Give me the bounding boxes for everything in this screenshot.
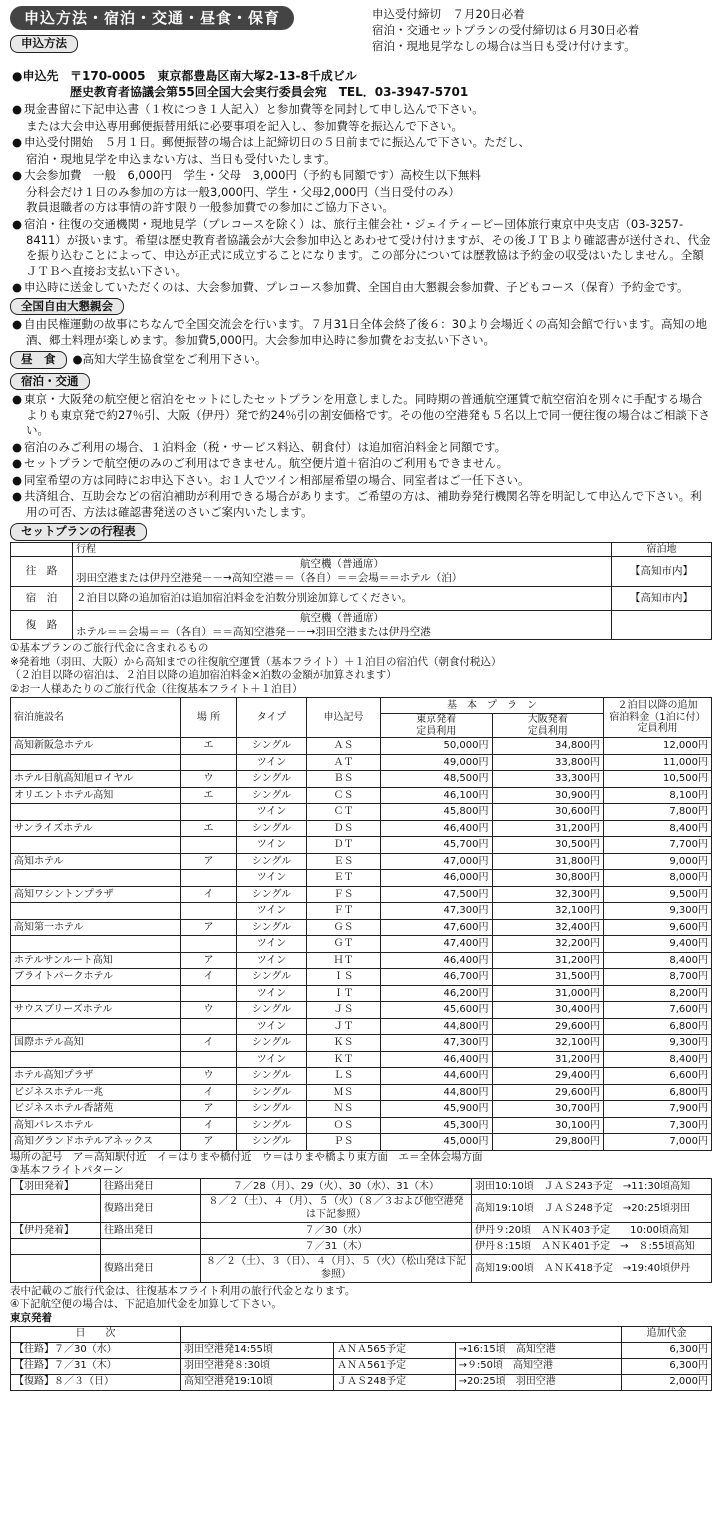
room-type: ツイン	[237, 804, 307, 821]
tokyo-price: 45,900円	[381, 1101, 493, 1118]
extra-night-price: 7,700円	[604, 837, 712, 854]
stay-bullet: ● 共済組合、互助会などの宿泊補助が利用できる場合があります。ご希望の方は、補助券発行機関名等を明記して申込んで下さい。利用の可否、方法は確認書発送のさいご案内いたします。	[10, 489, 712, 520]
apply-bullet: ● 申込時に送金していただくのは、大会参加費、プレコース参加費、全国自由大懇親会参加費、子どもコース（保育）予約金です。	[10, 280, 712, 296]
tokyo-price: 44,800円	[381, 1018, 493, 1035]
deadline-line: 宿泊・交通セットプランの受付締切は６月30日必着	[372, 23, 640, 38]
hotel-name: 高知新阪急ホテル	[11, 738, 181, 755]
apply-address	[10, 68, 712, 100]
hotel-name: 高知第一ホテル	[11, 919, 181, 936]
extra-night-price: 6,800円	[604, 1084, 712, 1101]
party-text: ● 自由民権運動の故事にちなんで全国交流会を行います。７月31日全体会終了後６：30より会場近くの高知会館で行います。高知の地酒、郷土料理が楽しめます。参加費5,000円。大会参加申込時に参加費をお支払い下さい。	[10, 317, 712, 348]
fare-departure: 羽田空港発14:55頃	[181, 1342, 334, 1358]
flight-direction: 往路出発日	[101, 1178, 201, 1194]
flight-direction: 復路出発日	[101, 1254, 201, 1282]
room-type: シングル	[237, 738, 307, 755]
hotel-name: オリエントホテル高知	[11, 787, 181, 804]
hotel-name: ビジネスホテル香諸苑	[11, 1101, 181, 1118]
flight-schedule: 羽田10:10頃 ＪＡＳ243予定 →11:30頃高知	[472, 1178, 712, 1194]
flight-origin	[11, 1194, 101, 1222]
hotel-name: 国際ホテル高知	[11, 1035, 181, 1052]
tokyo-price: 45,300円	[381, 1117, 493, 1134]
apply-bullet: ● 大会参加費 一般 6,000円 学生・父母 3,000円（予約も同額です）高校生以下無料	[10, 168, 712, 184]
room-type: シングル	[237, 853, 307, 870]
apply-subline: 宿泊・現地見学を申込まない方は、当日も受付いたします。	[26, 151, 336, 166]
room-type: シングル	[237, 1134, 307, 1151]
apply-code: ＣＳ	[307, 787, 381, 804]
room-type: ツイン	[237, 870, 307, 887]
osaka-price: 31,200円	[492, 952, 604, 969]
hotel-name	[11, 754, 181, 771]
tokyo-price: 46,400円	[381, 820, 493, 837]
table-row	[11, 1068, 712, 1085]
place-code: ウ	[181, 771, 237, 788]
itinerary-row: 宿 泊 ２泊目以降の追加宿泊は追加宿泊料金を泊数分別途加算してください。 【高知市内】	[11, 586, 712, 610]
table-row	[11, 1254, 712, 1282]
notes-1: ①基本プランのご旅行代金に含まれるもの ※発着地（羽田、大阪）から高知までの往復航空運賃（基本フライト）＋１泊目の宿泊代（朝食付税込） （２泊目以降の宿泊は、２泊目以降の追加宿泊料金×泊数の金額が加算されます） ②お一人様あたりのご旅行代金（往復基本フライト＋１泊目）	[10, 641, 502, 695]
extra-night-price: 9,300円	[604, 903, 712, 920]
deadline-line: 宿泊・現地見学なしの場合は当日も受け付けます。	[372, 39, 636, 54]
place-code: イ	[181, 1084, 237, 1101]
apply-code: ＪＳ	[307, 1002, 381, 1019]
room-type: シングル	[237, 1101, 307, 1118]
tokyo-price: 47,300円	[381, 1035, 493, 1052]
tokyo-price: 46,200円	[381, 985, 493, 1002]
section-lunch: 昼 食	[10, 351, 67, 369]
table-row	[11, 1194, 712, 1222]
table-row	[11, 738, 712, 755]
room-type: ツイン	[237, 936, 307, 953]
osaka-price: 32,200円	[492, 936, 604, 953]
osaka-price: 34,800円	[492, 738, 604, 755]
apply-bullet: ● 宿泊・往復の交通機関・現地見学（プレコースを除く）は、旅行主催会社・ジェイティービー団体旅行東京中央支店（03-3257-8411）が扱います。希望は歴史教育者協議会が大会参加申込とあわせて受け付けますが、その後ＪＴＢより確認書が送付され、代金を振り込むことによって、申込が正式に成立することになります。この部分については歴教協は予約金の収受はいたしません。全額ＪＴＢへ直接お支払い下さい。	[10, 217, 712, 279]
flight-schedule: 伊丹８:15頃 ＡＮＫ401予定 → ８:55頃高知	[472, 1238, 712, 1254]
flight-dates: ８／２（土）、３（日）、４（月）、５（火）（松山発は下記参照）	[201, 1254, 472, 1282]
extra-night-price: 6,600円	[604, 1068, 712, 1085]
table-row	[11, 1238, 712, 1254]
hotel-name	[11, 837, 181, 854]
place-code	[181, 804, 237, 821]
table-row	[11, 1134, 712, 1151]
tokyo-price: 47,600円	[381, 919, 493, 936]
extra-night-price: 7,000円	[604, 1134, 712, 1151]
table-row	[11, 1002, 712, 1019]
apply-code: ＧＴ	[307, 936, 381, 953]
apply-code: ＨＴ	[307, 952, 381, 969]
room-type: シングル	[237, 1117, 307, 1134]
apply-code: ＡＴ	[307, 754, 381, 771]
header	[10, 6, 712, 66]
itinerary-row: 往 路 航空機（普通席） 羽田空港または伊丹空港発－－→高知空港＝＝（各自）＝＝会場＝＝ホテル（泊） 【高知市内】	[11, 557, 712, 586]
flight-origin: 【羽田発着】	[11, 1178, 101, 1194]
table-row	[11, 1051, 712, 1068]
hotel-price-table: 宿泊施設名 場 所 タイプ 申込記号 基 本 プ ラ ン ２泊目以降の追加 宿泊料金（1泊に付） 定員利用 東京発着 定員利用 大阪発着 定員利用 高知新阪急ホテル エ シングル ＡＳ 50,000円 34,800円 12,000円 ツイン ＡＴ 49,000円 33,800円 11,000円 ホテル日航高知旭ロイヤル ウ シングル ＢＳ 48,500円 33,300円 10,500円 オリエントホテル高知 エ シングル ＣＳ 46,100円 30,900円 8,100円 ツイン ＣＴ 45,800円 30,600円 7,800円 サンライズホテル エ シングル ＤＳ 46,400円 31,200円 8,400円 ツイン ＤＴ 45,700円 30,500円 7,700円 高知ホテル ア シングル ＥＳ 47,000円 31,800円 9,000円 ツイン ＥＴ 46,000円 30,800円 8,000円 高知ワシントンプラザ イ シングル ＦＳ 47,500円 32,300円 9,500円 ツイン ＦＴ 47,300円 32,100円 9,300円 高知第一ホテル ア シングル ＧＳ 47,600円 32,400円 9,600円 ツイン ＧＴ 47,400円 32,200円 9,400円 ホテルサンルート高知 ア ツイン ＨＴ 46,400円 31,200円 8,400円 ブライトパークホテル イ シングル ＩＳ 46,700円 31,500円 8,700円 ツイン ＩＴ 46,200円 31,000円 8,200円 サウスブリーズホテル ウ シングル ＪＳ 45,600円 30,400円 7,600円 ツイン ＪＴ 44,800円 29,600円 6,800円 国際ホテル高知 イ シングル ＫＳ 47,300円 32,100円 9,300円 ツイン ＫＴ 46,400円 31,200円 8,400円 ホテル高知プラザ ウ シングル ＬＳ 44,600円 29,400円 6,600円 ビジネスホテル一兆 イ シングル ＭＳ 44,800円 29,600円 6,800円 ビジネスホテル香諸苑 ア シングル ＮＳ 45,900円 30,700円 7,900円 高知パレスホテル イ シングル ＯＳ 45,300円 30,100円 7,300円 高知グランドホテルアネックス ア シングル ＰＳ 45,000円 29,800円 7,000円	[10, 697, 712, 1151]
fare-flight: ＪＡＳ248予定	[334, 1374, 456, 1390]
hotel-name	[11, 870, 181, 887]
extra-night-price: 12,000円	[604, 738, 712, 755]
fare-arrival: →20:25頃 羽田空港	[455, 1374, 621, 1390]
apply-code: ＤＴ	[307, 837, 381, 854]
osaka-price: 32,100円	[492, 903, 604, 920]
room-type: シングル	[237, 969, 307, 986]
fare-date: 【復路】８／３（日）	[11, 1374, 181, 1390]
fare-flight: ＡＮＡ561予定	[334, 1358, 456, 1374]
table-row	[11, 754, 712, 771]
osaka-price: 32,400円	[492, 919, 604, 936]
osaka-price: 32,300円	[492, 886, 604, 903]
osaka-price: 33,800円	[492, 754, 604, 771]
flight-schedule: 高知19:10頃 ＪＡＳ248予定 →20:25頃羽田	[472, 1194, 712, 1222]
table-row	[11, 820, 712, 837]
place-code: エ	[181, 787, 237, 804]
apply-subline: 分科会だけ１日のみ参加の方は一般3,000円、学生・父母2,000円（当日受付のみ）	[26, 184, 460, 199]
flight-direction: 往路出発日	[101, 1222, 201, 1238]
place-code	[181, 1018, 237, 1035]
itinerary-header: 宿泊地	[612, 542, 712, 557]
hotel-name: 高知ホテル	[11, 853, 181, 870]
hotel-name: ビジネスホテル一兆	[11, 1084, 181, 1101]
hotel-name: 高知パレスホテル	[11, 1117, 181, 1134]
extra-night-price: 8,400円	[604, 1051, 712, 1068]
flight-dates: ７／30（水）	[201, 1222, 472, 1238]
hotel-name: 高知グランドホテルアネックス	[11, 1134, 181, 1151]
place-legend: 場所の記号 ア＝高知駅付近 イ＝はりまや橋付近 ウ＝はりまや橋より東方面 エ＝全体会場方面	[10, 1150, 483, 1163]
apply-code: ＧＳ	[307, 919, 381, 936]
deadline-line: 申込受付締切 ７月20日必着	[372, 7, 525, 21]
apply-code: ＡＳ	[307, 738, 381, 755]
tokyo-price: 48,500円	[381, 771, 493, 788]
osaka-price: 29,600円	[492, 1084, 604, 1101]
apply-bullet: ● 現金書留に下記申込書（１枚につき１人記入）と参加費等を同封して申し込んで下さい。	[10, 102, 712, 118]
tokyo-price: 46,000円	[381, 870, 493, 887]
extra-night-price: 9,500円	[604, 886, 712, 903]
apply-code: ＥＴ	[307, 870, 381, 887]
fare-price: 6,300円	[622, 1342, 712, 1358]
tokyo-price: 45,700円	[381, 837, 493, 854]
room-type: シングル	[237, 1068, 307, 1085]
room-type: シングル	[237, 919, 307, 936]
flight-dates: ８／２（土）、４（月）、５（火）（８／３および他空港発は下記参照）	[201, 1194, 472, 1222]
apply-code: ＦＴ	[307, 903, 381, 920]
table-row	[11, 1222, 712, 1238]
extra-night-price: 8,700円	[604, 969, 712, 986]
osaka-price: 31,200円	[492, 820, 604, 837]
additional-fare-table	[10, 1326, 712, 1391]
table-header: 宿泊施設名 場 所 タイプ 申込記号 基 本 プ ラ ン ２泊目以降の追加 宿泊料金（1泊に付） 定員利用	[11, 697, 712, 714]
tokyo-price: 45,600円	[381, 1002, 493, 1019]
fare-arrival: →９:50頃 高知空港	[455, 1358, 621, 1374]
stay-bullet: ● 宿泊のみご利用の場合、１泊料金（税・サービス料込、朝食付）は追加宿泊料金と同額です。	[10, 440, 712, 456]
tokyo-price: 46,400円	[381, 1051, 493, 1068]
apply-code: ＩＴ	[307, 985, 381, 1002]
place-code	[181, 1051, 237, 1068]
fare-date: 【往路】７／31（木）	[11, 1358, 181, 1374]
osaka-price: 31,800円	[492, 853, 604, 870]
apply-code: ＪＴ	[307, 1018, 381, 1035]
tokyo-price: 49,000円	[381, 754, 493, 771]
apply-code: ＫＳ	[307, 1035, 381, 1052]
extra-night-price: 7,800円	[604, 804, 712, 821]
fare-departure: 高知空港発19:10頃	[181, 1374, 334, 1390]
fare-flight: ＡＮＡ565予定	[334, 1342, 456, 1358]
place-code: イ	[181, 1035, 237, 1052]
extra-night-price: 8,400円	[604, 952, 712, 969]
apply-subline: または大会申込専用郵便振替用紙に必要事項を記入し、参加費等を振込んで下さい。	[26, 118, 463, 133]
deadline-block	[372, 6, 712, 54]
flight-dates: ７／31（木）	[201, 1238, 472, 1254]
table-row	[11, 1084, 712, 1101]
extra-night-price: 10,500円	[604, 771, 712, 788]
fare-departure: 羽田空港発８:30頃	[181, 1358, 334, 1374]
place-code	[181, 754, 237, 771]
itinerary-row: 復 路 航空機（普通席） ホテル＝＝会場＝＝（各自）＝＝高知空港発－－→羽田空港または伊丹空港	[11, 610, 712, 639]
room-type: ツイン	[237, 754, 307, 771]
apply-code: ＭＳ	[307, 1084, 381, 1101]
osaka-price: 30,400円	[492, 1002, 604, 1019]
extra-night-price: 7,900円	[604, 1101, 712, 1118]
room-type: シングル	[237, 820, 307, 837]
hotel-name: ホテルサンルート高知	[11, 952, 181, 969]
notes-2: 表中記載のご旅行代金は、往復基本フライト利用の旅行代金となります。 ④下記航空便の場合は、下記追加代金を加算して下さい。 東京発着	[10, 1284, 356, 1325]
extra-night-price: 8,200円	[604, 985, 712, 1002]
table-row	[11, 1178, 712, 1194]
osaka-price: 30,600円	[492, 804, 604, 821]
flight-origin	[11, 1254, 101, 1282]
apply-subline: 教員退職者の方は事情の許す限り一般参加費での参加にご協力下さい。	[26, 200, 394, 215]
flights-title: ③基本フライトパターン	[10, 1164, 124, 1177]
flight-direction: 復路出発日	[101, 1194, 201, 1222]
tokyo-price: 46,400円	[381, 952, 493, 969]
extra-night-price: 9,600円	[604, 919, 712, 936]
table-row	[11, 903, 712, 920]
flight-origin: 【伊丹発着】	[11, 1222, 101, 1238]
tokyo-price: 47,500円	[381, 886, 493, 903]
stay-bullet: ● 東京・大阪発の航空便と宿泊をセットにしたセットプランを用意しました。同時期の普通航空運賃で航空宿泊を別々に手配する場合よりも東京発で約27％引、大阪（伊丹）発で約24％引の割安価格です。その他の空港発も５名以上で同一便往復の場合はご相談下さい。	[10, 392, 712, 439]
extra-night-price: 8,000円	[604, 870, 712, 887]
osaka-price: 29,800円	[492, 1134, 604, 1151]
table-row	[11, 787, 712, 804]
room-type: シングル	[237, 771, 307, 788]
apply-code: ＬＳ	[307, 1068, 381, 1085]
osaka-price: 30,800円	[492, 870, 604, 887]
address-line: 歴史教育者協議会第55回全国大会実行委員会宛 TEL．03-3947-5701	[70, 85, 469, 100]
place-code	[181, 985, 237, 1002]
place-code: ア	[181, 919, 237, 936]
osaka-price: 30,500円	[492, 837, 604, 854]
apply-code: ＮＳ	[307, 1101, 381, 1118]
osaka-price: 30,900円	[492, 787, 604, 804]
extra-night-price: 7,600円	[604, 1002, 712, 1019]
apply-code: ＤＳ	[307, 820, 381, 837]
flight-schedule: 伊丹９:20頃 ＡＮＫ403予定 10:00頃高知	[472, 1222, 712, 1238]
apply-label: ●申込先	[12, 69, 59, 83]
place-code: エ	[181, 820, 237, 837]
extra-night-price: 9,300円	[604, 1035, 712, 1052]
table-header: 日 次 追加代金	[11, 1326, 712, 1342]
fare-date: 【往路】７／30（水）	[11, 1342, 181, 1358]
apply-code: ＦＳ	[307, 886, 381, 903]
osaka-price: 31,000円	[492, 985, 604, 1002]
place-code: イ	[181, 969, 237, 986]
place-code: エ	[181, 738, 237, 755]
table-row	[11, 1342, 712, 1358]
page-title: 申込方法・宿泊・交通・昼食・保育	[10, 6, 294, 30]
stay-bullet: ● 同室希望の方は同時にお申込下さい。お１人でツイン相部屋希望の場合、同室者はご一任下さい。	[10, 473, 712, 489]
osaka-price: 30,100円	[492, 1117, 604, 1134]
place-code: ア	[181, 1134, 237, 1151]
lunch-text: ●高知大学生協食堂をご利用下さい。	[72, 352, 267, 367]
room-type: シングル	[237, 1084, 307, 1101]
room-type: シングル	[237, 886, 307, 903]
place-code: ア	[181, 952, 237, 969]
room-type: ツイン	[237, 1051, 307, 1068]
table-row	[11, 1374, 712, 1390]
hotel-name: ホテル日航高知旭ロイヤル	[11, 771, 181, 788]
room-type: ツイン	[237, 985, 307, 1002]
apply-code: ＫＴ	[307, 1051, 381, 1068]
osaka-price: 31,200円	[492, 1051, 604, 1068]
place-code	[181, 870, 237, 887]
place-code	[181, 936, 237, 953]
apply-code: ＯＳ	[307, 1117, 381, 1134]
extra-night-price: 11,000円	[604, 754, 712, 771]
table-row	[11, 985, 712, 1002]
hotel-name	[11, 903, 181, 920]
tokyo-price: 47,400円	[381, 936, 493, 953]
extra-night-price: 7,300円	[604, 1117, 712, 1134]
hotel-name: 高知ワシントンプラザ	[11, 886, 181, 903]
flight-origin	[11, 1238, 101, 1254]
apply-bullet: ● 申込受付開始 ５月１日。郵便振替の場合は上記締切日の５日前までに振込んで下さい。ただし、	[10, 135, 712, 151]
tokyo-price: 46,700円	[381, 969, 493, 986]
osaka-price: 29,400円	[492, 1068, 604, 1085]
place-code: ウ	[181, 1002, 237, 1019]
table-row	[11, 1018, 712, 1035]
hotel-name	[11, 1051, 181, 1068]
apply-code: ＥＳ	[307, 853, 381, 870]
extra-night-price: 8,100円	[604, 787, 712, 804]
extra-night-price: 9,400円	[604, 936, 712, 953]
table-row	[11, 952, 712, 969]
apply-code: ＢＳ	[307, 771, 381, 788]
table-row	[11, 1117, 712, 1134]
table-row	[11, 969, 712, 986]
table-row	[11, 886, 712, 903]
osaka-price: 29,600円	[492, 1018, 604, 1035]
table-row	[11, 837, 712, 854]
room-type: ツイン	[237, 952, 307, 969]
extra-night-price: 8,400円	[604, 820, 712, 837]
table-row	[11, 771, 712, 788]
tokyo-price: 45,800円	[381, 804, 493, 821]
itinerary-table	[10, 542, 712, 640]
place-code: イ	[181, 1117, 237, 1134]
table-row	[11, 936, 712, 953]
table-row	[11, 853, 712, 870]
osaka-price: 32,100円	[492, 1035, 604, 1052]
room-type: シングル	[237, 787, 307, 804]
hotel-name	[11, 1018, 181, 1035]
extra-night-price: 6,800円	[604, 1018, 712, 1035]
tokyo-price: 50,000円	[381, 738, 493, 755]
tokyo-price: 47,300円	[381, 903, 493, 920]
fare-price: 6,300円	[622, 1358, 712, 1374]
flight-direction	[101, 1238, 201, 1254]
section-party: 全国自由大懇親会	[10, 298, 124, 316]
fare-price: 2,000円	[622, 1374, 712, 1390]
flight-dates: ７／28（月）、29（火）、30（水）、31（木）	[201, 1178, 472, 1194]
place-code	[181, 837, 237, 854]
tokyo-price: 45,000円	[381, 1134, 493, 1151]
table-row	[11, 919, 712, 936]
osaka-price: 30,700円	[492, 1101, 604, 1118]
room-type: シングル	[237, 1002, 307, 1019]
room-type: シングル	[237, 1035, 307, 1052]
hotel-name	[11, 936, 181, 953]
table-row	[11, 870, 712, 887]
room-type: ツイン	[237, 1018, 307, 1035]
table-row	[11, 1035, 712, 1052]
stay-bullet: ● セットプランで航空便のみのご利用はできません。航空便片道＋宿泊のご利用もできません。	[10, 456, 712, 472]
fare-arrival: →16:15頃 高知空港	[455, 1342, 621, 1358]
hotel-name	[11, 985, 181, 1002]
hotel-name: サンライズホテル	[11, 820, 181, 837]
tokyo-price: 44,800円	[381, 1084, 493, 1101]
section-itinerary: セットプランの行程表	[10, 523, 147, 541]
apply-code: ＩＳ	[307, 969, 381, 986]
room-type: ツイン	[237, 903, 307, 920]
place-code: イ	[181, 886, 237, 903]
table-row	[11, 804, 712, 821]
tokyo-price: 44,600円	[381, 1068, 493, 1085]
tokyo-price: 46,100円	[381, 787, 493, 804]
address-line: 〒170-0005 東京都豊島区南大塚2-13-8千成ビル	[70, 69, 357, 83]
flight-pattern-table	[10, 1178, 712, 1283]
hotel-name: ブライトパークホテル	[11, 969, 181, 986]
flight-schedule: 高知19:00頃 ＡＮＫ418予定 →19:40頃伊丹	[472, 1254, 712, 1282]
place-code: ア	[181, 1101, 237, 1118]
osaka-price: 33,300円	[492, 771, 604, 788]
table-row	[11, 1101, 712, 1118]
tokyo-price: 47,000円	[381, 853, 493, 870]
place-code	[181, 903, 237, 920]
section-apply: 申込方法	[10, 35, 78, 53]
apply-code: ＣＴ	[307, 804, 381, 821]
table-row	[11, 1358, 712, 1374]
lunch-row	[10, 350, 712, 370]
room-type: ツイン	[237, 837, 307, 854]
hotel-name	[11, 804, 181, 821]
itinerary-header: 行程	[73, 542, 612, 557]
osaka-price: 31,500円	[492, 969, 604, 986]
hotel-name: サウスブリーズホテル	[11, 1002, 181, 1019]
apply-code: ＰＳ	[307, 1134, 381, 1151]
extra-night-price: 9,000円	[604, 853, 712, 870]
place-code: ア	[181, 853, 237, 870]
place-code: ウ	[181, 1068, 237, 1085]
hotel-name: ホテル高知プラザ	[11, 1068, 181, 1085]
section-stay: 宿泊・交通	[10, 373, 90, 391]
